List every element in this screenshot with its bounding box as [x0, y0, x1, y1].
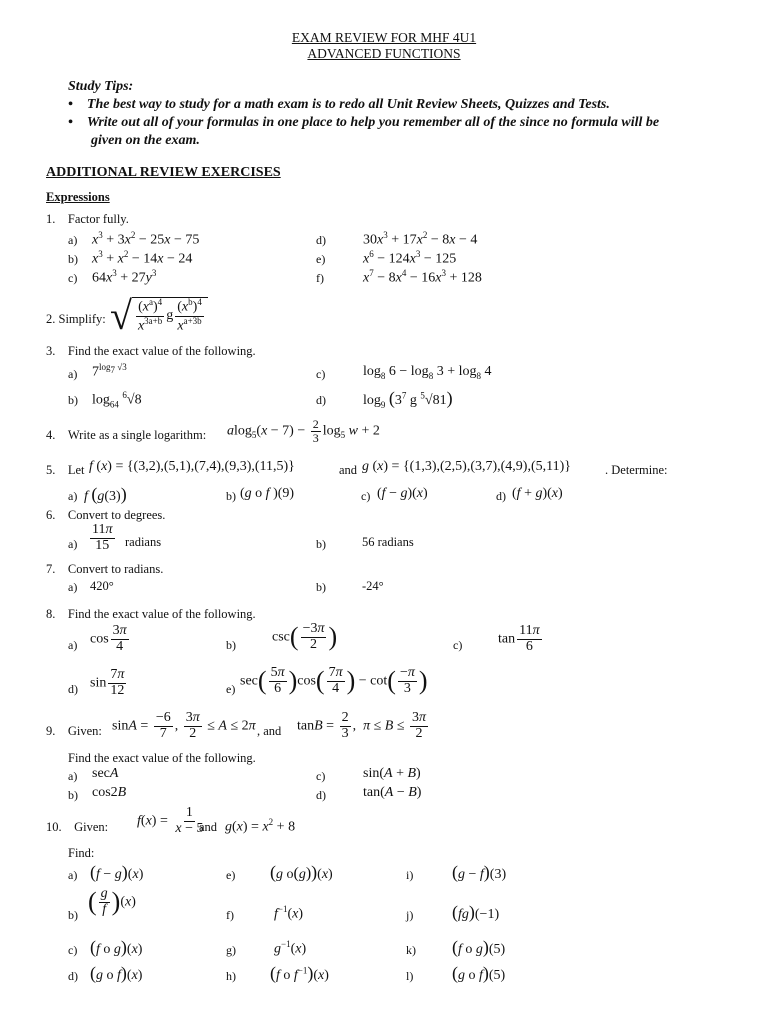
q7b-value: -24° [362, 579, 384, 593]
q8c-label: c) [453, 638, 463, 652]
q1b-label: b) [68, 252, 78, 266]
q10j-label: j) [406, 908, 414, 922]
q9-sinA: sinA = $\frac{-6}{7}$ , $\frac{3\pi}{2}$ ≤ A ≤ 2π [112, 710, 256, 741]
q10g-expr: $g^{-1}(x)$ [274, 939, 307, 957]
q10-g: $g(x) = x^2 + 8$ [225, 817, 296, 835]
q7a-label: a) [68, 580, 78, 594]
q5-stem: 5. Let [46, 463, 85, 477]
q5-and: and [339, 463, 358, 477]
q5d-expr: (f + g)(x) [512, 486, 563, 501]
q7a-value: 420° [90, 579, 114, 593]
section-subtitle: Expressions [46, 190, 110, 204]
q10c-label: c) [68, 943, 78, 957]
q1d-expr: $30x^3 + 17x^2 - 8x - 4$ [363, 230, 478, 248]
q9c-expr: sin(A + B) [363, 766, 421, 781]
q4-expr: alog$_5$(x − 7) − $\frac{2}{3}$ $\log_5 w + 2$ [227, 417, 380, 445]
q3d-expr: $\log_9 (3^7$ g $^5$√81) [363, 388, 453, 410]
q5-g-set: g (x) = {(1,3),(2,5),(3,7),(4,9),(5,11)} [362, 459, 571, 474]
q8e-label: e) [226, 682, 236, 696]
q9-stem: 9. Given: [46, 724, 102, 738]
q10d-label: d) [68, 969, 78, 983]
q10h-expr: (f o $f^{-1})(x)$ [270, 963, 329, 983]
q9-tanB: tanB = $\frac{2}{3}$ , π ≤ B ≤ $\frac{3\pi}{2}$ [297, 710, 427, 741]
q5c-expr: (f − g)(x) [377, 486, 428, 501]
tip-item: • Write out all of your formulas in one place to help you remember all of the since no formula will be [68, 115, 660, 130]
q9b-expr: cos2B [92, 785, 127, 800]
q5d-label: d) [496, 489, 506, 503]
q9c-label: c) [316, 769, 326, 783]
q3a-expr: $7^{log_7 √3}$ [92, 362, 127, 380]
q8d-expr: sin $\frac{7\pi}{12}$ [90, 667, 125, 698]
tip-item: • The best way to study for a math exam is to redo all Unit Review Sheets, Quizzes and Tests. [68, 97, 610, 112]
page-subtitle: ADVANCED FUNCTIONS [307, 46, 461, 61]
q8c-expr: tan $\frac{11\pi}{6}$ [498, 623, 540, 654]
q10f-expr: $f^{-1}(x)$ [274, 904, 304, 922]
q6-stem: 6. Convert to degrees. [46, 508, 166, 522]
q1d-label: d) [316, 233, 326, 247]
q5a-label: a) [68, 489, 78, 503]
q5b-label: b) [226, 489, 236, 503]
q6b-label: b) [316, 537, 326, 551]
q8b-expr: csc( $\frac{-3\pi}{2}$ ) [272, 621, 338, 652]
q1a-label: a) [68, 233, 78, 247]
page-title: EXAM REVIEW FOR MHF 4U1 [291, 30, 477, 45]
q3d-label: d) [316, 393, 326, 407]
q5-f-set: f (x) = {(3,2),(5,1),(7,4),(9,3),(11,5)} [89, 459, 295, 474]
q8a-label: a) [68, 638, 78, 652]
q6a-expr: $\frac{11\pi}{15}$ [92, 522, 113, 553]
q10g-label: g) [226, 943, 236, 957]
q1e-expr: $x^6 - 124x^3 - 125$ [363, 249, 457, 267]
q6a-label: a) [68, 537, 78, 551]
q2-expr: √ $\frac{(x^a)^4}{x^{3a+b}}$ g $\frac{(x^b)^4}{x^{a+3b}}$ [110, 292, 208, 339]
q1-stem: 1. Factor fully. [46, 212, 129, 226]
q7b-label: b) [316, 580, 326, 594]
q10k-label: k) [406, 943, 416, 957]
q10l-expr: (g o f)(5) [452, 963, 506, 983]
q10e-expr: (g o(g))(x) [270, 862, 333, 882]
q8-stem: 8. Find the exact value of the following. [46, 607, 256, 621]
q1f-label: f) [316, 271, 324, 285]
q10e-label: e) [226, 868, 236, 882]
q10i-label: i) [406, 868, 414, 882]
tips-heading: Study Tips: [68, 79, 134, 94]
q1b-expr: $x^3 + x^2 - 14x - 24$ [92, 249, 193, 267]
q10-f: f(x) = $\frac{1}{x - 5}$ [137, 805, 204, 836]
q10b-label: b) [68, 908, 78, 922]
q5b-expr: (g o f )(9) [240, 486, 295, 501]
q3b-label: b) [68, 393, 78, 407]
q1a-expr: $x^3 + 3x^2 - 25x - 75$ [92, 230, 200, 248]
q9b-label: b) [68, 788, 78, 802]
q9a-label: a) [68, 769, 78, 783]
q9a-expr: secA [92, 766, 119, 781]
q10c-expr: (f o g)(x) [90, 937, 143, 957]
q5c-label: c) [361, 489, 371, 503]
q10j-expr: (fg)(−1) [452, 902, 500, 922]
q4-stem: 4. Write as a single logarithm: [46, 428, 207, 442]
q1c-expr: $64x^3 + 27y^3$ [92, 268, 157, 286]
q1c-label: c) [68, 271, 78, 285]
q2-label: 2. Simplify: [46, 312, 106, 326]
q10h-label: h) [226, 969, 236, 983]
q7-stem: 7. Convert to radians. [46, 562, 164, 576]
q10a-expr: (f − g)(x) [90, 862, 144, 882]
q10f-label: f) [226, 908, 234, 922]
q1e-label: e) [316, 252, 326, 266]
q10-and: and [199, 820, 218, 834]
q3-stem: 3. Find the exact value of the following. [46, 344, 256, 358]
q3b-expr: $\log_{64} ^6√8$ [92, 390, 142, 410]
q10l-label: l) [406, 969, 414, 983]
q6a-unit: radians [125, 535, 162, 549]
q6b-value: 56 radians [362, 535, 414, 549]
q1f-expr: $x^7 - 8x^4 - 16x^3 + 128$ [363, 268, 482, 286]
q5-determine: . Determine: [605, 463, 668, 477]
q3c-label: c) [316, 367, 326, 381]
section-title: ADDITIONAL REVIEW EXERCISES [46, 165, 281, 180]
q10k-expr: (f o g)(5) [452, 937, 506, 957]
tip-item-continued: given on the exam. [91, 133, 200, 148]
q8e-expr: sec( $\frac{5\pi}{6}$ )cos( $\frac{7\pi}{4}$ ) − cot( $\frac{-\pi}{3}$ ) [240, 665, 428, 696]
q8b-label: b) [226, 638, 236, 652]
q9d-label: d) [316, 788, 326, 802]
q10b-expr: ( $\frac{g}{f}$ )(x) [88, 886, 136, 917]
q10-find: Find: [68, 846, 95, 860]
q5a-expr: f (g(3)) [84, 484, 127, 504]
q9d-expr: tan(A − B) [363, 785, 422, 800]
q3c-expr: $\log_8 6 - \log_8 3 + \log_8 4$ [363, 364, 492, 381]
q9-and: , and [257, 724, 282, 738]
q10d-expr: (g o f)(x) [90, 963, 143, 983]
q10-stem: 10. Given: [46, 820, 109, 834]
q10a-label: a) [68, 868, 78, 882]
q9-find: Find the exact value of the following. [68, 751, 256, 765]
q8a-expr: cos $\frac{3\pi}{4}$ [90, 623, 127, 654]
q3a-label: a) [68, 367, 78, 381]
q10i-expr: (g − f)(3) [452, 862, 507, 882]
q8d-label: d) [68, 682, 78, 696]
